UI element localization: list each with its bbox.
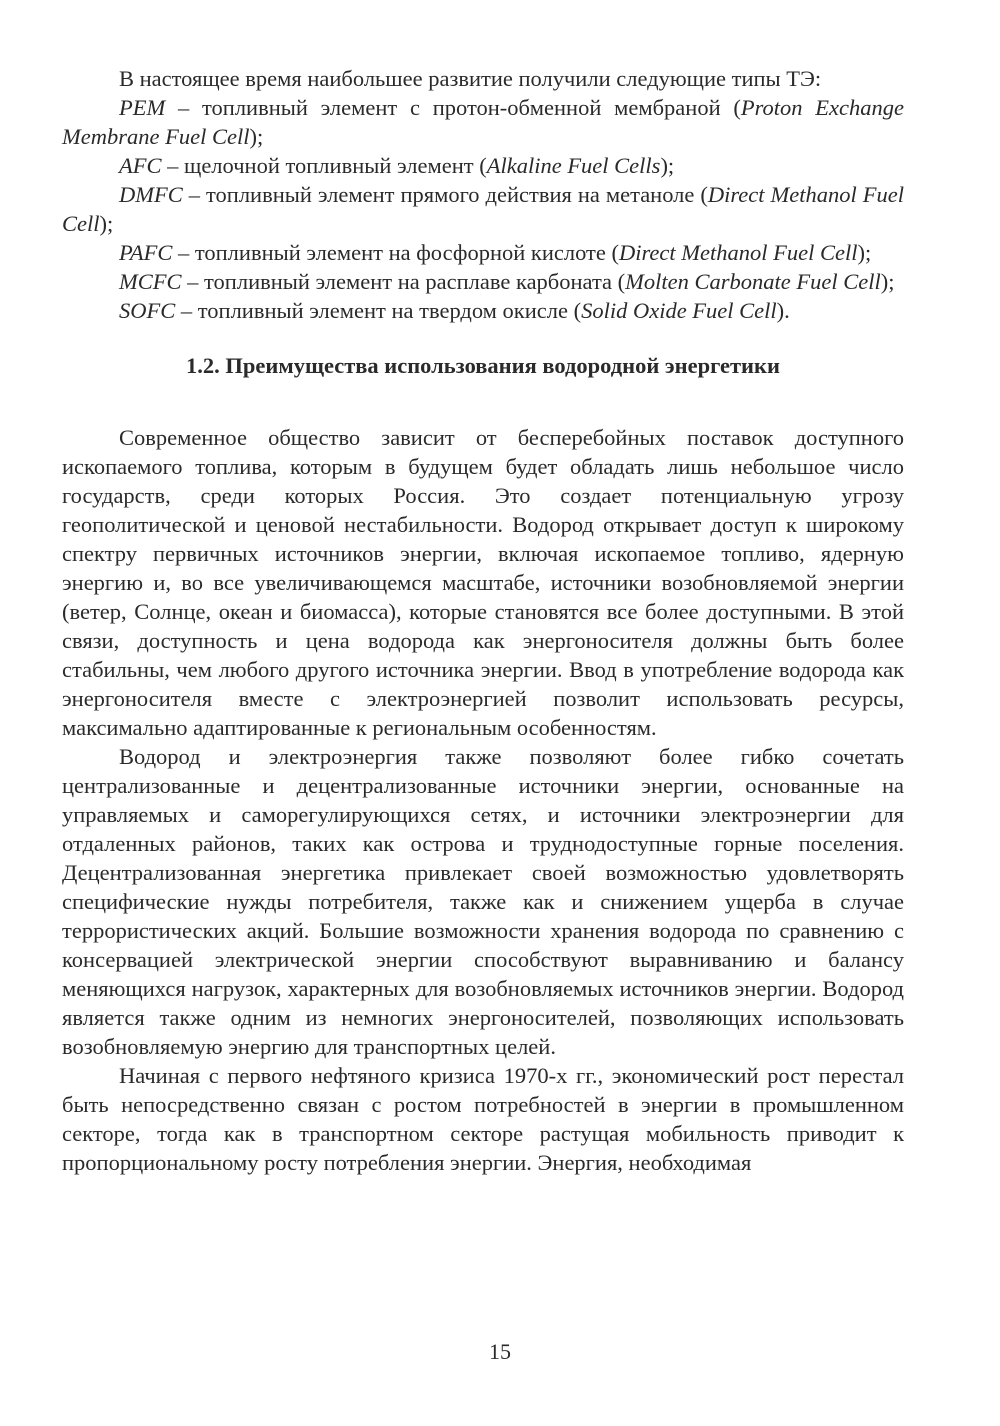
paragraph: Современное общество зависит от бесперебойных поставок доступного ископаемого топлива, которым в будущем будет обладать лишь небольшое число государств, среди которых Россия. Это создает потенциальную угрозу геополитической и ценовой нестабильности. Водород открывает доступ к широкому спектру первичных источников энергии, включая ископаемое топливо, ядерную энергию и, во все увеличивающемся масштабе, источники возобновляемой энергии (ветер, Солнце, океан и биомасса), которые становятся все более доступными. В этой связи, доступность и цена водорода как энергоносителя должны быть более стабильны, чем любого другого источника энергии. Ввод в употребление водорода как энергоносителя вместе с электроэнергией позволит использовать ресурсы, максимально адаптированные к региональным особенностям. (62, 425, 904, 740)
fuel-cell-type-list (62, 93, 904, 325)
list-item: DMFC – топливный элемент прямого действия на метаноле (Direct Methanol Fuel Cell); (62, 182, 904, 236)
list-item: MCFC – топливный элемент на расплаве карбоната (Molten Carbonate Fuel Cell); (119, 269, 895, 294)
fuel-cell-english: Direct Methanol Fuel Cell (62, 182, 904, 236)
fuel-cell-english: Molten Carbonate Fuel Cell (625, 269, 881, 294)
section-body (62, 423, 904, 1177)
fuel-cell-english: Alkaline Fuel Cells (486, 153, 661, 178)
fuel-cell-abbr: MCFC (119, 269, 182, 294)
list-item: PAFC – топливный элемент на фосфорной кислоте (Direct Methanol Fuel Cell); (119, 240, 872, 265)
fuel-cell-abbr: DMFC (119, 182, 183, 207)
fuel-cell-abbr: PEM (119, 95, 166, 120)
fuel-cell-english: Direct Methanol Fuel Cell (619, 240, 858, 265)
fuel-cell-english: Solid Oxide Fuel Cell (581, 298, 777, 323)
section-heading: 1.2. Преимущества использования водородной энергетики (186, 353, 780, 378)
fuel-cell-desc: топливный элемент на фосфорной кислоте ( (194, 240, 619, 265)
fuel-cell-abbr: AFC (119, 153, 162, 178)
fuel-cell-desc: топливный элемент на твердом окисле ( (197, 298, 582, 323)
list-item: AFC – щелочной топливный элемент (Alkaline Fuel Cells); (119, 153, 675, 178)
page-content (62, 64, 904, 1177)
page-number: 15 (489, 1339, 511, 1364)
paragraph: Водород и электроэнергия также позволяют более гибко сочетать централизованные и децентрализованные источники энергии, основанные на управляемых и саморегулирующихся сетях, и источники электроэнергии для отдаленных районов, таких как острова и труднодоступные горные поселения. Децентрализованная энергетика привлекает своей возможностью удовлетворять специфические нужды потребителя, также как и снижением ущерба в случае террористических акций. Большие возможности хранения водорода по сравнению с консервацией электрической энергии способствуют выравниванию и балансу меняющихся нагрузок, характерных для возобновляемых источников энергии. Водород является также одним из немногих энергоносителей, позволяющих использовать возобновляемую энергию для транспортных целей. (62, 744, 904, 1059)
intro-text: В настоящее время наибольшее развитие получили следующие типы ТЭ: (119, 66, 822, 91)
list-item: PEM – топливный элемент с протон-обменной мембраной (Proton Exchange Membrane Fuel Cell); (62, 95, 905, 149)
fuel-cell-abbr: PAFC (119, 240, 173, 265)
fuel-cell-english: Proton Exchange Membrane Fuel Cell (62, 95, 905, 149)
fuel-cell-abbr: SOFC (119, 298, 176, 323)
fuel-cell-desc: топливный элемент прямого действия на метаноле ( (206, 182, 708, 207)
paragraph: Начиная с первого нефтяного кризиса 1970-х гг., экономический рост перестал быть непосредственно связан с ростом потребностей в энергии в промышленном секторе, тогда как в транспортном секторе растущая мобильность приводит к пропорциональному росту потребления энергии. Энергия, необходимая (62, 1063, 904, 1175)
list-item: SOFC – топливный элемент на твердом окисле (Solid Oxide Fuel Cell). (119, 298, 790, 323)
fuel-cell-desc: щелочной топливный элемент ( (184, 153, 487, 178)
fuel-cell-desc: топливный элемент с протон-обменной мембраной ( (202, 95, 741, 120)
fuel-cell-desc: топливный элемент на расплаве карбоната ( (204, 269, 626, 294)
